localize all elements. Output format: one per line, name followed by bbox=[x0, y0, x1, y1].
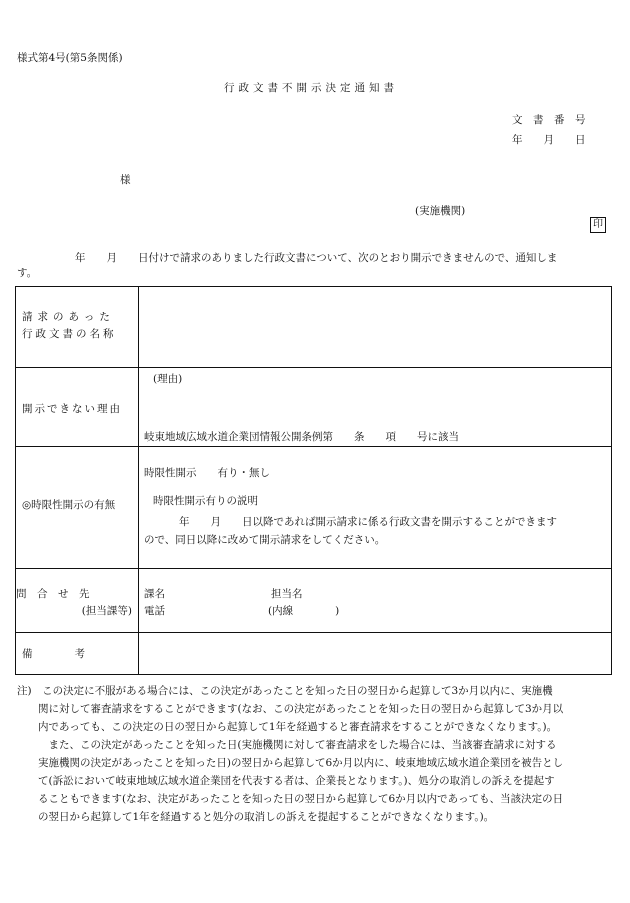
notes-block bbox=[17, 682, 617, 826]
note-line: 実施機関の決定があったことを知った日)の翌日から起算して6か月以内に、岐東地域広域水道企業団を被告とし bbox=[17, 757, 564, 769]
seal-mark: 印 bbox=[590, 217, 606, 233]
row-reason bbox=[16, 368, 612, 447]
label-contact-1: 問 合 せ 先 bbox=[16, 588, 90, 600]
intro-line-1: 年 月 日付けで請求のありました行政文書について、次のとおり開示できませんので、通知しま bbox=[75, 252, 558, 264]
document-name-field[interactable] bbox=[139, 287, 612, 368]
label-document-name-1: 請求のあった bbox=[22, 311, 115, 323]
label-timed-disclosure bbox=[16, 447, 139, 569]
note-line: 関に対して審査請求をすることができます(なお、この決定があったことを知った日の翌日から起算して3か月以 bbox=[17, 703, 564, 715]
contact-person: 担当名 bbox=[271, 588, 303, 600]
row-contact bbox=[16, 569, 612, 633]
note-line: ることもできます(なお、決定があったことを知った日の翌日から起算して6か月以内であっても、当該決定の日 bbox=[17, 793, 564, 805]
notice-table bbox=[15, 286, 612, 675]
page-title: 行政文書不開示決定通知書 bbox=[224, 82, 398, 94]
reason-field[interactable] bbox=[139, 368, 612, 447]
label-contact-2: (担当課等) bbox=[81, 605, 132, 617]
timed-disclosure-choice: 時限性開示 有り・無し bbox=[144, 467, 270, 479]
form-number: 様式第4号(第5条関係) bbox=[17, 52, 123, 64]
timed-disclosure-explanation-2: ので、同日以降に改めて開示請求をしてください。 bbox=[144, 534, 386, 546]
timed-disclosure-explanation-1: 年 月 日以降であれば開示請求に係る行政文書を開示することができます bbox=[179, 516, 557, 528]
note-line: て(訴訟において岐東地域広域水道企業団を代表する者は、企業長となります。)、処分の取消しの訴えを提起す bbox=[17, 775, 555, 787]
reason-heading: (理由) bbox=[153, 373, 183, 385]
row-timed-disclosure bbox=[16, 447, 612, 569]
ordinance-clause: 岐東地域広域水道企業団情報公開条例第 条 項 号に該当 bbox=[144, 431, 459, 443]
date-label: 年 月 日 bbox=[512, 134, 586, 146]
label-remarks-text: 備 考 bbox=[22, 648, 85, 660]
timed-disclosure-field[interactable] bbox=[139, 447, 612, 569]
contact-section: 課名 bbox=[144, 588, 165, 600]
issuer-label: (実施機関) bbox=[415, 205, 466, 217]
label-document-name bbox=[16, 287, 139, 368]
remarks-field[interactable] bbox=[139, 633, 612, 675]
label-reason bbox=[16, 368, 139, 447]
contact-extension: (内線 ) bbox=[268, 605, 340, 617]
label-contact bbox=[16, 569, 139, 633]
document-number-label: 文 書 番 号 bbox=[512, 114, 586, 126]
note-line: 注) この決定に不服がある場合には、この決定があったことを知った日の翌日から起算して3か月以内に、実施機 bbox=[17, 685, 553, 697]
row-document-name bbox=[16, 287, 612, 368]
label-reason-text: 開示できない理由 bbox=[22, 403, 122, 415]
note-line: の翌日から起算して1年を経過すると処分の取消しの訴えを提起することができなくなります。)。 bbox=[17, 811, 495, 823]
timed-disclosure-explanation-heading: 時限性開示有りの説明 bbox=[153, 495, 258, 507]
row-remarks bbox=[16, 633, 612, 675]
label-timed-disclosure-text: ◎時限性開示の有無 bbox=[22, 499, 116, 511]
note-line: また、この決定があったことを知った日(実施機関に対して審査請求をした場合には、当該審査請求に対する bbox=[17, 739, 557, 751]
contact-phone: 電話 bbox=[144, 605, 165, 617]
label-document-name-2: 行政文書の名称 bbox=[22, 328, 117, 340]
contact-field[interactable] bbox=[139, 569, 612, 633]
label-remarks bbox=[16, 633, 139, 675]
intro-line-2: す。 bbox=[17, 267, 38, 279]
addressee-suffix: 様 bbox=[120, 174, 131, 186]
note-line: 内であっても、この決定の日の翌日から起算して1年を経過すると審査請求をすることができなくなります。)。 bbox=[17, 721, 558, 733]
